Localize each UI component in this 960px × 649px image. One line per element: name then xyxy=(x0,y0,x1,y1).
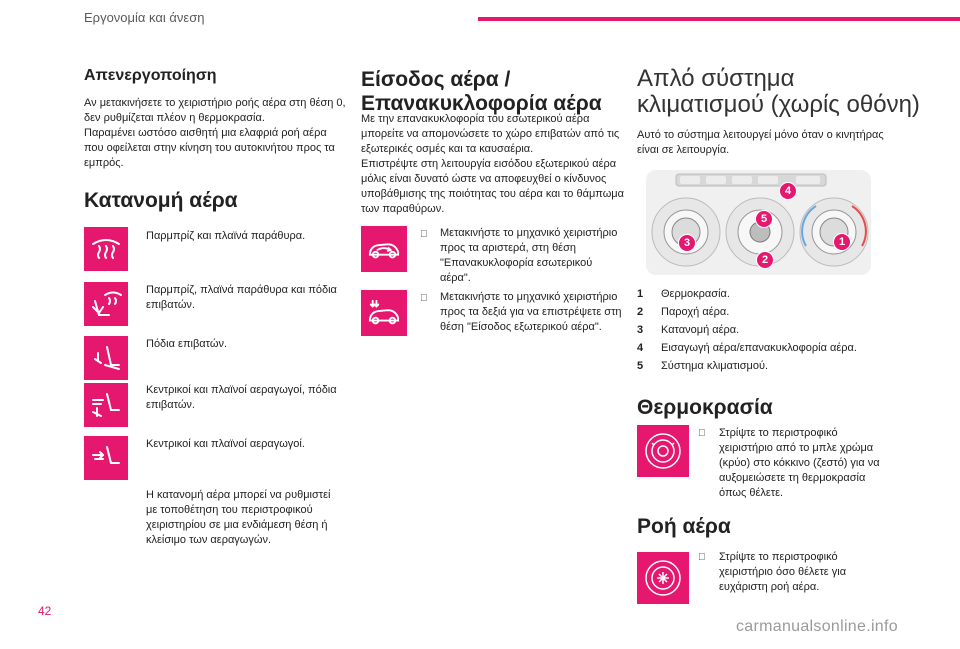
legend-item xyxy=(637,323,927,341)
simple-system-text xyxy=(637,128,917,158)
text-line: προς τα δεξιά για να επιστρέψετε στη xyxy=(440,306,622,318)
legend-number: 4 xyxy=(637,342,644,354)
callout-5: 5 xyxy=(755,210,773,228)
legend-text: Θερμοκρασία. xyxy=(661,288,730,300)
text-line: Αν μετακινήσετε το χειριστήριο ροής αέρα στη θέση 0, xyxy=(84,97,346,109)
text-line: δεν ρυθμίζεται πλέον η θερμοκρασία. xyxy=(84,112,265,124)
text-line: αέρα". xyxy=(440,272,471,284)
text-line: Η κατανομή αέρα μπορεί να ρυθμιστεί xyxy=(146,489,331,501)
text-line: χειριστηρίου σε μια ενδιάμεση θέση ή xyxy=(146,519,328,531)
text-line: επιβατών. xyxy=(146,299,195,311)
section-header-title: Εργονομία και άνεση xyxy=(84,10,205,25)
legend-text: Παροχή αέρα. xyxy=(661,306,730,318)
simple-system-title xyxy=(637,66,937,118)
intake-title xyxy=(361,68,626,116)
outside-air-icon xyxy=(361,290,407,336)
text-line: Κεντρικοί και πλαϊνοί αεραγωγοί, πόδια xyxy=(146,384,337,396)
intake-item-1-text xyxy=(440,226,630,286)
text-line: επιβατών. xyxy=(146,399,195,411)
title-line: Επανακυκλοφορία αέρα xyxy=(361,92,602,115)
legend-item xyxy=(637,359,927,377)
legend-text: Κατανομή αέρα. xyxy=(661,324,740,336)
text-line: των παραθύρων. xyxy=(361,203,445,215)
title-line: Είσοδος αέρα / xyxy=(361,68,511,91)
legend-number: 2 xyxy=(637,306,644,318)
distribution-item-2-text xyxy=(146,283,356,313)
bullet xyxy=(420,229,428,240)
title-line: κλιματισμού (χωρίς οθόνη) xyxy=(637,91,920,118)
legend-number: 3 xyxy=(637,324,644,336)
legend-item xyxy=(637,305,927,323)
text-line: εμπρός. xyxy=(84,157,124,169)
text-line: Στρίψτε το περιστροφικό xyxy=(719,551,838,563)
vents-icon xyxy=(84,436,128,480)
callout-3: 3 xyxy=(678,234,696,252)
callout-4: 4 xyxy=(779,182,797,200)
windscreen-windows-feet-icon xyxy=(84,282,128,326)
vents-feet-icon xyxy=(84,383,128,427)
text-line: Μετακινήστε το μηχανικό χειριστήριο xyxy=(440,291,618,303)
text-line: που οφείλεται στην κίνηση του αυτοκινήτου προς τα xyxy=(84,142,335,154)
legend-item xyxy=(637,287,927,305)
text-line: υποβάθμισης της ποιότητας του αέρα και το θάμπωμα xyxy=(361,188,625,200)
text-line: χειριστήριο από το μπλε χρώμα xyxy=(719,442,874,454)
callout-1: 1 xyxy=(833,233,851,251)
distribution-note xyxy=(146,488,356,548)
distribution-item-4-text xyxy=(146,383,356,413)
airflow-knob-icon xyxy=(637,552,689,604)
legend-list xyxy=(637,287,927,377)
deactivation-text xyxy=(84,96,354,171)
temperature-title: Θερμοκρασία xyxy=(637,396,773,419)
text-line: ευχάριστη ροή αέρα. xyxy=(719,581,820,593)
text-line: είναι σε λειτουργία. xyxy=(637,144,730,156)
deactivation-title: Απενεργοποίηση xyxy=(84,67,217,84)
text-line: προς τα αριστερά, στη θέση xyxy=(440,242,576,254)
watermark: carmanualsonline.info xyxy=(736,618,898,635)
text-line: θέση "Είσοδος εξωτερικού αέρα". xyxy=(440,321,602,333)
header-accent-bar xyxy=(478,17,960,21)
intake-text xyxy=(361,112,626,217)
text-line: εξωτερικές οσμές και τα καυσαέρια. xyxy=(361,143,534,155)
text-line: Επιστρέψτε στη λειτουργία εισόδου εξωτερικού αέρα xyxy=(361,158,617,170)
legend-text: Εισαγωγή αέρα/επανακυκλοφορία αέρα. xyxy=(661,342,857,354)
text-line: Παρμπρίζ και πλαϊνά παράθυρα. xyxy=(146,230,306,242)
distribution-item-3-text xyxy=(146,337,356,352)
distribution-title: Κατανομή αέρα xyxy=(84,189,238,212)
distribution-item-5-text xyxy=(146,437,356,452)
text-line: Στρίψτε το περιστροφικό xyxy=(719,427,838,439)
legend-item xyxy=(637,341,927,359)
text-line: όπως θέλετε. xyxy=(719,487,784,499)
airflow-title: Ροή αέρα xyxy=(637,515,731,538)
title-line: Απλό σύστημα xyxy=(637,65,795,92)
text-line: αυξομειώσετε τη θερμοκρασία xyxy=(719,472,866,484)
text-line: Κεντρικοί και πλαϊνοί αεραγωγοί. xyxy=(146,438,305,450)
distribution-item-1-text xyxy=(146,229,356,244)
text-line: Παραμένει ωστόσο αισθητή μια ελαφριά ροή αέρα xyxy=(84,127,327,139)
page-number: 42 xyxy=(38,604,52,618)
airflow-text xyxy=(719,550,939,595)
text-line: Αυτό το σύστημα λειτουργεί μόνο όταν ο κινητήρας xyxy=(637,129,884,141)
text-line: Μετακινήστε το μηχανικό χειριστήριο xyxy=(440,227,618,239)
text-line: χειριστήριο όσο θέλετε για xyxy=(719,566,847,578)
text-line: μόλις είναι δυνατό ώστε να αποφευχθεί ο κίνδυνος xyxy=(361,173,607,185)
callout-2: 2 xyxy=(756,251,774,269)
legend-number: 5 xyxy=(637,360,644,372)
text-line: Παρμπρίζ, πλαϊνά παράθυρα και πόδια xyxy=(146,284,337,296)
legend-text: Σύστημα κλιματισμού. xyxy=(661,360,769,372)
text-line: με τοποθέτηση του περιστροφικού xyxy=(146,504,313,516)
text-line: μπορείτε να απομονώσετε το χώρο επιβατών από τις xyxy=(361,128,620,140)
bullet xyxy=(698,552,706,563)
text-line: Με την επανακυκλοφορία του εσωτερικού αέρα xyxy=(361,113,590,125)
recirculation-icon xyxy=(361,226,407,272)
intake-item-2-text xyxy=(440,290,630,335)
text-line: κλείσιμο των αεραγωγών. xyxy=(146,534,272,546)
text-line: Πόδια επιβατών. xyxy=(146,338,228,350)
legend-number: 1 xyxy=(637,288,644,300)
text-line: (κρύο) στο κόκκινο (ζεστό) για να xyxy=(719,457,880,469)
temperature-text xyxy=(719,426,939,501)
feet-icon xyxy=(84,336,128,380)
bullet xyxy=(698,428,706,439)
temperature-knob-icon xyxy=(637,425,689,477)
text-line: "Επανακυκλοφορία εσωτερικού xyxy=(440,257,593,269)
bullet xyxy=(420,293,428,304)
windscreen-side-windows-icon xyxy=(84,227,128,271)
